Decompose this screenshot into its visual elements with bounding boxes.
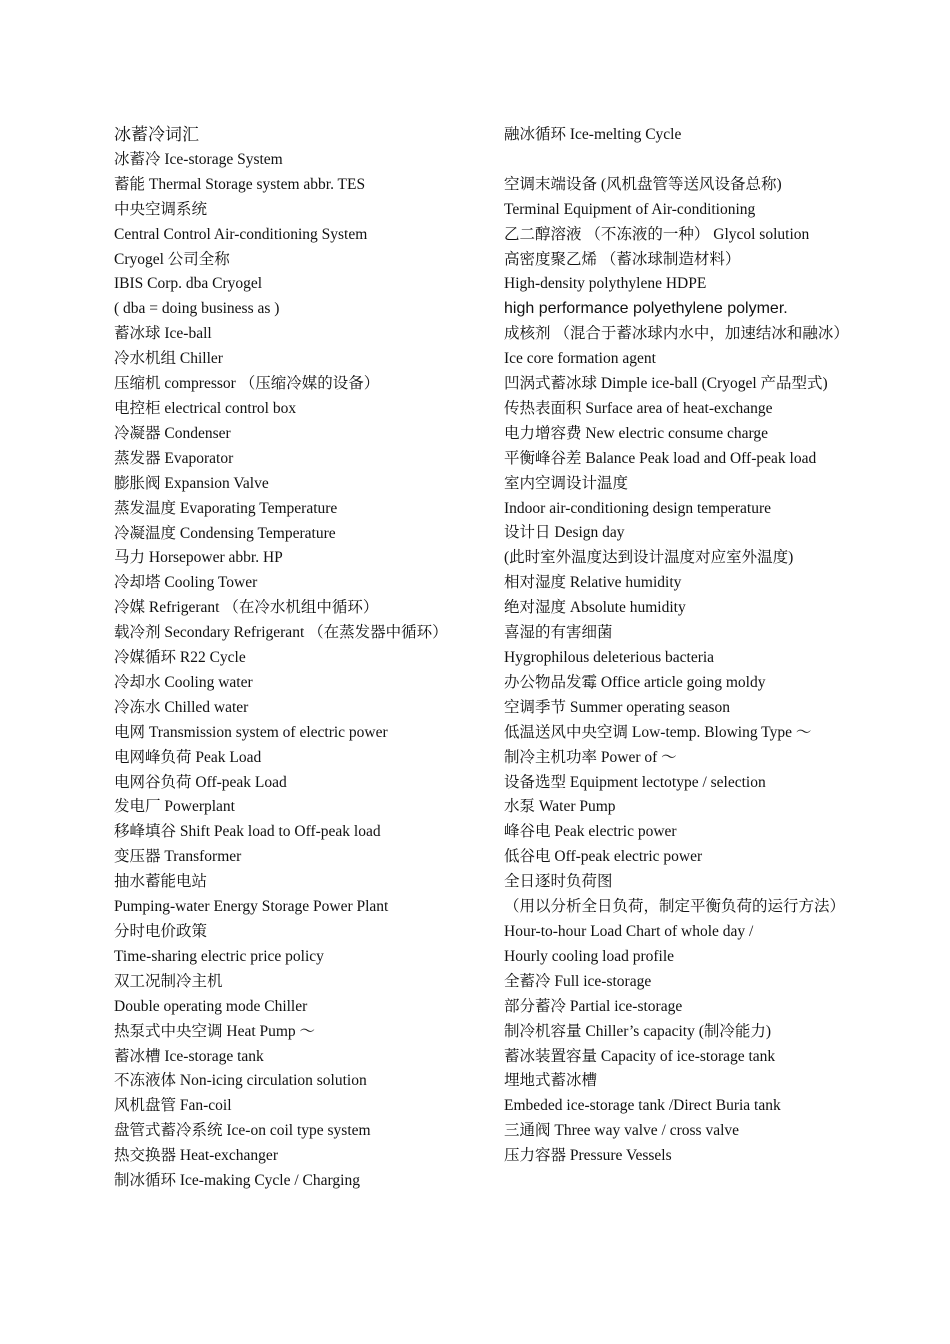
glossary-entry: 膨胀阀 Expansion Valve [114, 474, 269, 492]
glossary-entry: 冷媒循环 R22 Cycle [114, 649, 246, 667]
glossary-entry: (此时室外温度达到设计温度对应室外温度) [504, 549, 794, 567]
glossary-entry: 冷水机组 Chiller [114, 350, 223, 368]
glossary-entry: 设计日 Design day [504, 524, 625, 542]
glossary-entry: 冷却塔 Cooling Tower [114, 574, 258, 592]
glossary-entry: 相对湿度 Relative humidity [504, 574, 682, 592]
glossary-entry: 室内空调设计温度 [504, 474, 629, 492]
glossary-entry: Terminal Equipment of Air-conditioning [504, 200, 756, 218]
glossary-entry: （用以分析全日负荷，制定平衡负荷的运行方法） [504, 898, 846, 916]
glossary-entry: 蓄能 Thermal Storage system abbr. TES [114, 175, 366, 193]
glossary-entry: 成核剂 （混合于蓄冰球内水中，加速结冰和融冰） [504, 325, 849, 343]
glossary-entry: 冰蓄冷 Ice-storage System [114, 150, 283, 168]
glossary-entry: Embeded ice-storage tank /Direct Buria tank [504, 1097, 781, 1115]
glossary-entry: 乙二醇溶液 （不冻液的一种） Glycol solution [504, 225, 810, 243]
glossary-entry: 压缩机 compressor （压缩冷媒的设备） [114, 375, 380, 393]
glossary-entry: 蓄冰球 Ice-ball [114, 325, 212, 343]
glossary-entry: 蒸发器 Evaporator [114, 449, 234, 467]
glossary-entry: 制冷机容量 Chiller’s capacity (制冷能力) [504, 1022, 772, 1040]
glossary-entry: Cryogel 公司全称 [114, 250, 230, 268]
glossary-entry: 冷冻水 Chilled water [114, 698, 249, 716]
glossary-entry: 埋地式蓄冰槽 [504, 1072, 598, 1090]
glossary-entry: Double operating mode Chiller [114, 997, 308, 1015]
glossary-entry: 喜湿的有害细菌 [504, 624, 613, 642]
glossary-entry: 制冰循环 Ice-making Cycle / Charging [114, 1172, 360, 1190]
glossary-entry: 全蓄冷 Full ice-storage [504, 972, 652, 990]
glossary-entry: 抽水蓄能电站 [114, 873, 208, 891]
glossary-entry: 三通阀 Three way valve / cross valve [504, 1122, 740, 1140]
glossary-entry: 电网峰负荷 Peak Load [114, 748, 262, 766]
glossary-entry: 绝对湿度 Absolute humidity [504, 599, 686, 617]
blank-line [504, 148, 864, 173]
glossary-entry: 载冷剂 Secondary Refrigerant （在蒸发器中循环） [114, 624, 448, 642]
glossary-entry: 冷凝温度 Condensing Temperature [114, 524, 336, 542]
glossary-entry: 电力增容费 New electric consume charge [504, 424, 768, 442]
glossary-entry: 峰谷电 Peak electric power [504, 823, 677, 841]
glossary-entry: 盘管式蓄冷系统 Ice-on coil type system [114, 1122, 371, 1140]
left-column [114, 123, 476, 1194]
glossary-entry: Indoor air-conditioning design temperature [504, 499, 771, 517]
glossary-entry: 马力 Horsepower abbr. HP [114, 549, 283, 567]
glossary-entry: 水泵 Water Pump [504, 798, 616, 816]
glossary-entry: 蓄冰槽 Ice-storage tank [114, 1047, 264, 1065]
glossary-entry: 电网谷负荷 Off-peak Load [114, 773, 287, 791]
glossary-entry: 双工况制冷主机 [114, 972, 223, 990]
glossary-entry: 蓄冰装置容量 Capacity of ice-storage tank [504, 1047, 776, 1065]
glossary-entry: 空调末端设备 (风机盘管等送风设备总称) [504, 175, 782, 193]
glossary-entry: 电网 Transmission system of electric power [114, 723, 388, 741]
glossary-entry: 冷凝器 Condenser [114, 424, 231, 442]
glossary-entry: 办公物品发霉 Office article going moldy [504, 673, 766, 691]
glossary-entry: 空调季节 Summer operating season [504, 698, 731, 716]
glossary-entry: Ice core formation agent [504, 350, 656, 368]
glossary-entry: Hygrophilous deleterious bacteria [504, 649, 715, 667]
glossary-entry: 平衡峰谷差 Balance Peak load and Off-peak load [504, 449, 817, 467]
glossary-entry: Time-sharing electric price policy [114, 947, 324, 965]
glossary-entry: 蒸发温度 Evaporating Temperature [114, 499, 338, 517]
glossary-entry: 冷媒 Refrigerant （在冷水机组中循环） [114, 599, 379, 617]
right-column [504, 123, 864, 1169]
glossary-entry: IBIS Corp. dba Cryogel [114, 275, 263, 293]
glossary-entry: 低谷电 Off-peak electric power [504, 848, 703, 866]
glossary-entry: ( dba = doing business as ) [114, 300, 280, 318]
glossary-entry: Hour-to-hour Load Chart of whole day / [504, 922, 754, 940]
glossary-entry: 传热表面积 Surface area of heat-exchange [504, 399, 773, 417]
glossary-entry: 热交换器 Heat-exchanger [114, 1147, 278, 1165]
glossary-entry: 压力容器 Pressure Vessels [504, 1147, 672, 1165]
glossary-entry: 全日逐时负荷图 [504, 873, 613, 891]
glossary-title: 冰蓄冷词汇 [114, 125, 199, 145]
glossary-entry: 电控柜 electrical control box [114, 399, 297, 417]
glossary-entry: 低温送风中央空调 Low-temp. Blowing Type ～ [504, 723, 812, 741]
glossary-entry: 不冻液体 Non-icing circulation solution [114, 1072, 367, 1090]
glossary-entry: 融冰循环 Ice-melting Cycle [504, 126, 682, 143]
glossary-entry: 风机盘管 Fan-coil [114, 1097, 232, 1115]
glossary-entry: 高密度聚乙烯 （蓄冰球制造材料） [504, 250, 741, 268]
glossary-entry: 热泵式中央空调 Heat Pump ～ [114, 1022, 316, 1040]
glossary-entry: 变压器 Transformer [114, 848, 242, 866]
glossary-entry: 发电厂 Powerplant [114, 798, 235, 816]
glossary-entry: high performance polyethylene polymer. [504, 300, 788, 318]
glossary-entry: 分时电价政策 [114, 923, 208, 940]
glossary-entry: Central Control Air-conditioning System [114, 225, 368, 243]
glossary-entry: Pumping-water Energy Storage Power Plant [114, 898, 389, 916]
glossary-entry: Hourly cooling load profile [504, 947, 675, 965]
glossary-entry: 设备选型 Equipment lectotype / selection [504, 773, 766, 791]
glossary-entry: 部分蓄冷 Partial ice-storage [504, 997, 683, 1015]
glossary-entry: High-density polythylene HDPE [504, 275, 707, 293]
glossary-entry: 凹涡式蓄冰球 Dimple ice-ball (Cryogel 产品型式) [504, 375, 828, 393]
glossary-entry: 制冷主机功率 Power of ～ [504, 748, 677, 766]
glossary-entry: 移峰填谷 Shift Peak load to Off-peak load [114, 823, 381, 841]
glossary-entry: 冷却水 Cooling water [114, 673, 253, 691]
glossary-entry: 中央空调系统 [114, 200, 208, 218]
